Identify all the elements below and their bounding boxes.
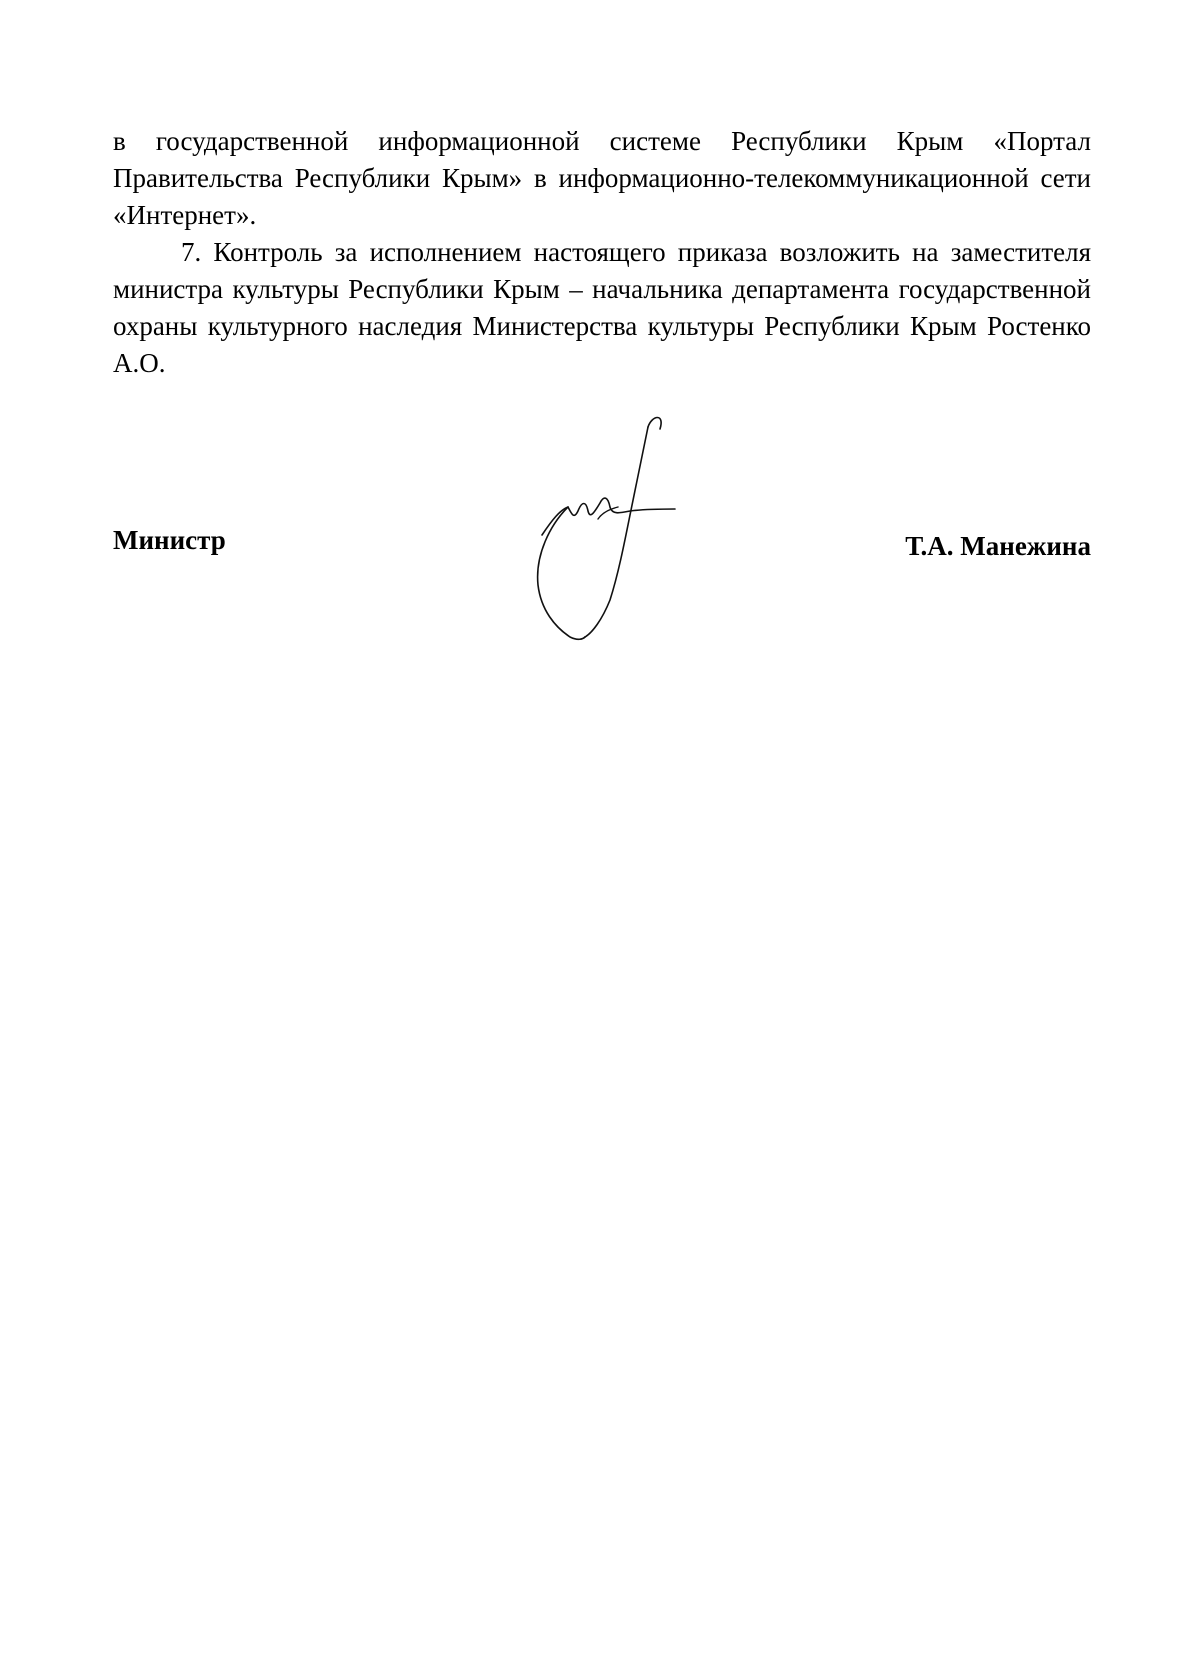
paragraph-item-7: 7. Контроль за исполнением настоящего приказа возложить на заместителя министра культуры Республики Крым – начальника департамента государственной охраны культурного наследия Министерства культуры Республики Крым Ростенко А.О. — [113, 237, 1091, 378]
signer-title: Министр — [113, 525, 226, 555]
signature-block — [113, 525, 1091, 565]
paragraph-continuation: в государственной информационной системе Республики Крым «Портал Правительства Республики Крым» в информационно-телекоммуникационной сети «Интернет». — [113, 126, 1091, 230]
signer-name: Т.А. Манежина — [905, 531, 1091, 561]
document-body — [113, 123, 1091, 382]
